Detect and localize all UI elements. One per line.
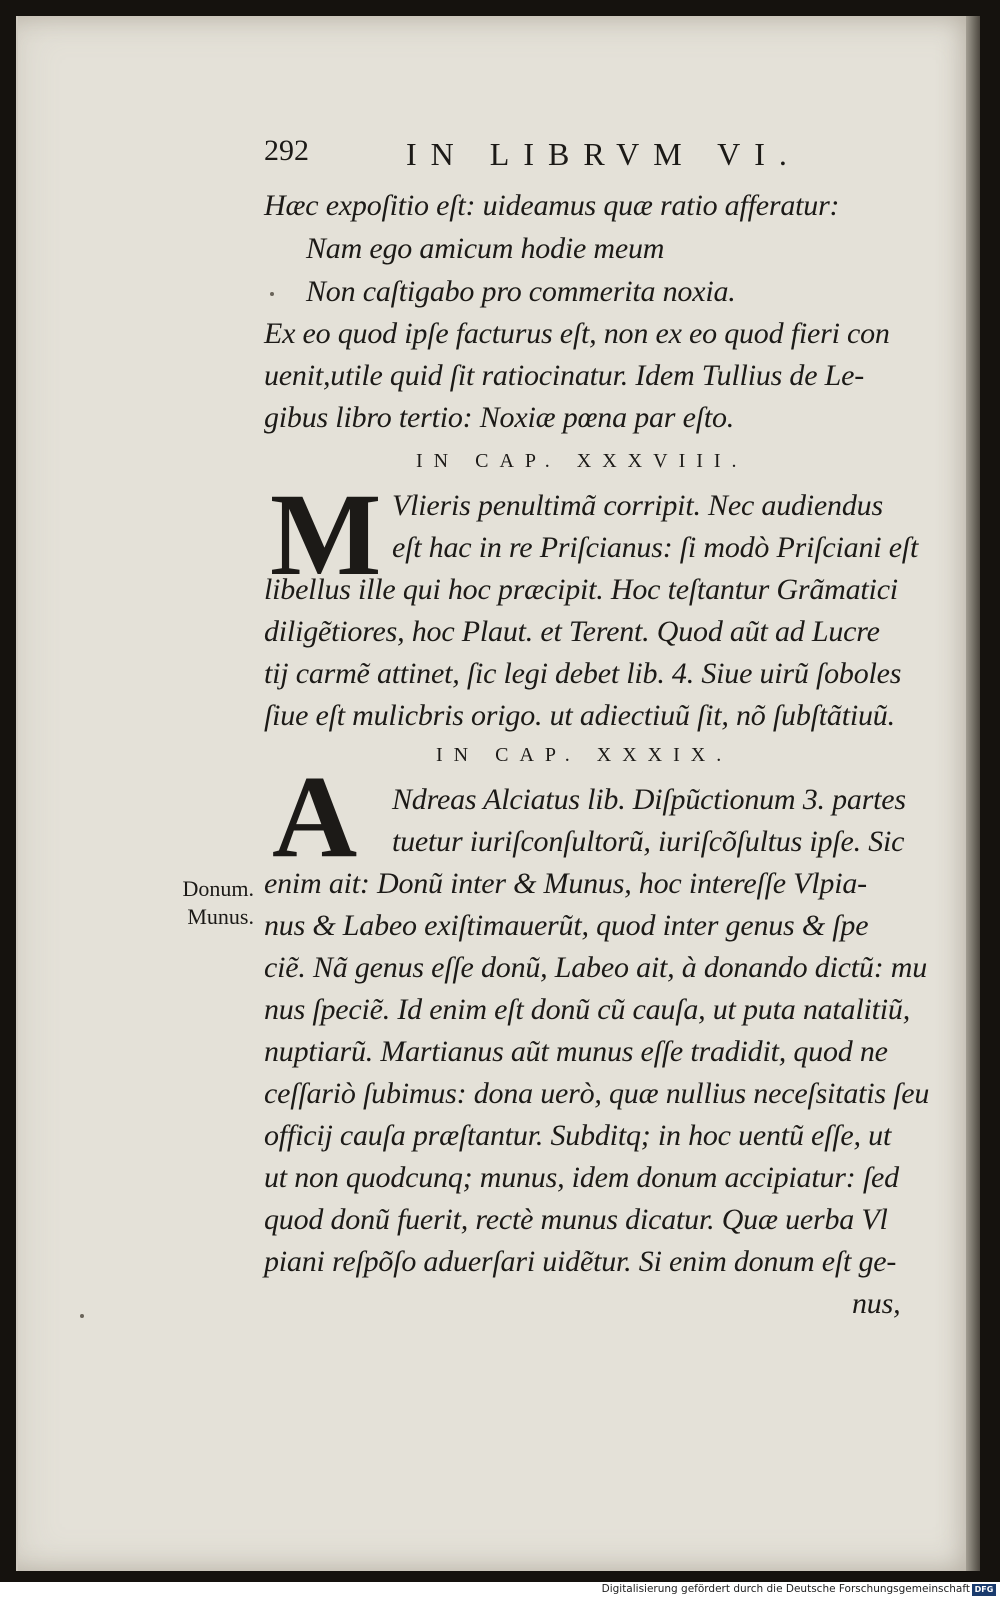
body-line: Nam ego amicum hodie meum [306, 232, 665, 265]
body-line: enim ait: Donũ inter & Munus, hoc intereſſe Vlpia- [264, 867, 867, 900]
body-line: nus ſpeciẽ. Id enim eſt donũ cũ cauſa, ut puta natalitiũ, [264, 993, 910, 1026]
body-line: quod donũ fuerit, rectè munus dicatur. Quæ uerba Vl [264, 1203, 888, 1236]
funding-credit: Digitalisierung gefördert durch die Deutsche Forschungsgemeinschaft [601, 1583, 970, 1595]
page-text [18, 16, 980, 1571]
drop-cap: A [272, 751, 358, 882]
running-head: IN LIBRVM VI. [406, 136, 801, 172]
paper-speck [80, 1314, 84, 1318]
body-line: eſt hac in re Priſcianus: ſi modò Priſciani eſt [392, 531, 919, 564]
body-line: gibus libro tertio: Noxiæ pœna par eſto. [264, 401, 735, 434]
body-line: uenit,utile quid ſit ratiocinatur. Idem Tullius de Le- [264, 359, 865, 392]
body-line: diligẽtiores, hoc Plaut. et Terent. Quod aũt ad Lucre [264, 615, 880, 648]
chapter-heading: IN CAP. XXXIX. [436, 744, 733, 766]
chapter-heading: IN CAP. XXXVIII. [416, 450, 748, 472]
body-line: ciẽ. Nã genus eſſe donũ, Labeo ait, à donando dictũ: mu [264, 951, 928, 984]
body-line: Non caſtigabo pro commerita noxia. [306, 275, 736, 308]
body-line: libellus ille qui hoc præcipit. Hoc teſtantur Grãmatici [264, 573, 898, 606]
paper-speck [270, 292, 274, 296]
catchword: nus, [852, 1287, 901, 1320]
body-line: ut non quodcunq; munus, idem donum accipiatur: ſed [264, 1161, 899, 1194]
body-line: piani reſpõſo aduerſari uidẽtur. Si enim donum eſt ge- [264, 1245, 897, 1278]
body-line: tuetur iuriſconſultorũ, iuriſcõſultus ipſe. Sic [392, 825, 905, 858]
body-line: ceſſariò ſubimus: dona uerò, quæ nullius neceſsitatis ſeu [264, 1077, 930, 1110]
body-line: Hæc expoſitio eſt: uideamus quæ ratio afferatur: [264, 189, 840, 222]
body-line: Ex eo quod ipſe facturus eſt, non ex eo quod fieri con [264, 317, 890, 350]
drop-cap: M [270, 469, 382, 600]
margin-note-donum: Donum. [182, 876, 254, 901]
body-line: nuptiarũ. Martianus aũt munus eſſe tradidit, quod ne [264, 1035, 888, 1068]
body-line: Ndreas Alciatus lib. Diſpũctionum 3. partes [392, 783, 906, 816]
body-line: nus & Labeo exiſtimauerũt, quod inter genus & ſpe [264, 909, 869, 942]
page-number: 292 [264, 134, 309, 167]
body-line: ſiue eſt mulicbris origo. ut adiectiuũ ſit, nõ ſubſtãtiuũ. [264, 699, 895, 732]
body-line: Vlieris penultimã corripit. Nec audiendus [392, 489, 883, 522]
body-line: tij carmẽ attinet, ſic legi debet lib. 4. Siue uirũ ſoboles [264, 657, 902, 690]
footer-bar [0, 1582, 1000, 1599]
dfg-logo: DFG [972, 1584, 996, 1596]
margin-note-munus: Munus. [187, 904, 254, 929]
body-line: officij cauſa præſtantur. Subditq; in hoc uentũ eſſe, ut [264, 1119, 892, 1152]
book-page [16, 16, 980, 1571]
